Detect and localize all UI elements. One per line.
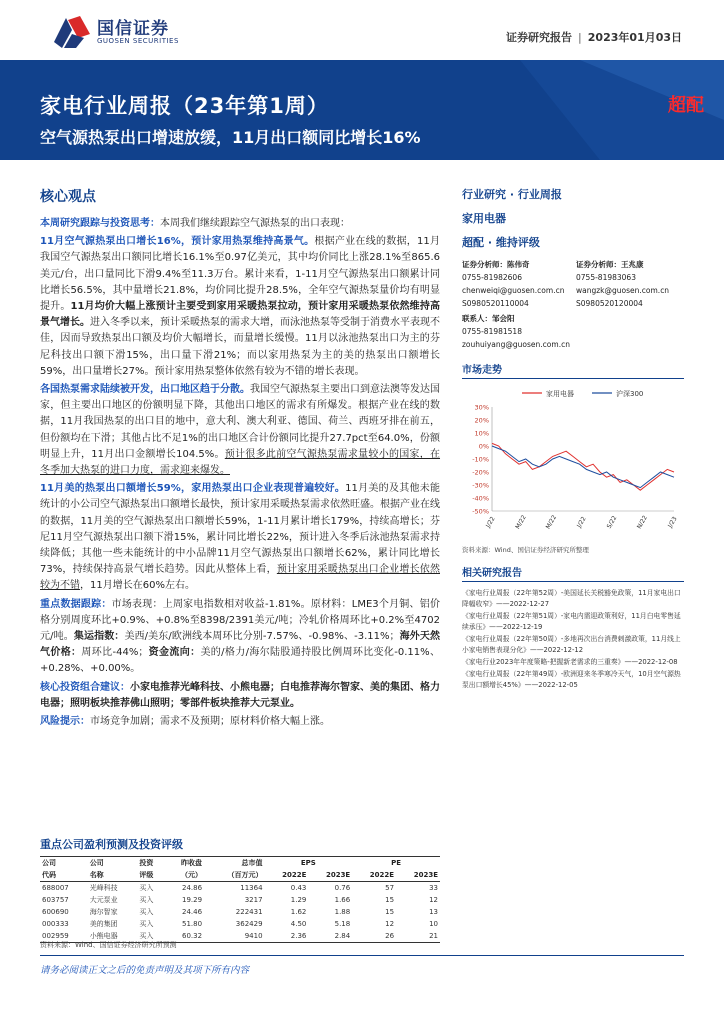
paragraph-midea [40,481,440,594]
para-bold: 资金流向： [148,647,201,659]
cell-code: 600690 [42,908,69,916]
y-tick-label: -50% [472,507,489,516]
cell-close: 60.32 [181,932,203,940]
core-view-section [40,186,440,732]
cell-rating: 买入 [139,896,154,904]
market-chart [462,383,684,543]
report-category: 行业研究 · 行业周报 [462,188,562,201]
report-date: 2023年01月03日 [587,31,682,44]
report-type: 证券研究报告 [506,31,573,44]
analyst-id: S0980520110004 [462,299,529,308]
rating-line: 超配 · 维持评级 [462,236,540,249]
contact-info [462,312,684,351]
y-tick-label: 0% [478,442,489,451]
report-subtitle: 空气源热泵出口增速放缓，11月出口额同比增长16% [40,128,421,147]
table-row [40,894,440,906]
analyst-phone: 0755-81983063 [576,273,636,282]
cell-name: 小熊电器 [89,932,118,940]
related-list [462,588,684,691]
related-title: 相关研究报告 [462,564,684,582]
table-row [40,918,440,930]
paragraph-regions [40,382,440,479]
para-lead: 风险提示： [40,716,90,728]
section-title: 核心观点 [40,189,96,205]
cell-pe23: 33 [429,884,438,892]
related-item[interactable]: 《家电行业周报（22年第49周）-欧洲迎来冬季寒冷天气，10月空气源热泵出口额增长45%》——2022-12-05 [462,670,681,689]
cell-code: 603757 [42,896,69,904]
series-line [492,446,674,488]
y-tick-label: -30% [472,481,489,490]
cell-close: 19.29 [181,896,203,904]
chart-source: 资料来源：Wind、国信证券经济研究所整理 [462,546,589,554]
cell-rating: 买入 [139,908,154,916]
th-y4: 2023E [413,871,438,879]
para-text: 11月美的及其他未能统计的小公司空气源热泵出口额增长最快，预计家用采暖热泵需求依然旺盛。根据产业在线的数据，11月美的空气源热泵出口额增长59%，1-11月累计增长179%，持续高增长；芬尼11月空气源热泵出口额下滑15%，累计同比增长22%，预计进入冬季后泳池热泵需求持续降低；其他一些未能统计的中小品牌11月空气源热泵出口额增长62%，累计同比增长73%，持续保持高景气增长趋势。因此从整体上看， [40,483,440,576]
related-item[interactable]: 《家电行业2023年年度策略-把握新老需求的三重奏》——2022-12-08 [462,658,678,666]
cell-eps23: 5.18 [334,920,351,928]
para-text: 本周我们继续跟踪空气源热泵的出口表现： [160,218,350,229]
cell-code: 002959 [42,932,69,940]
paragraph-intro [40,216,440,232]
logo-text-en: GUOSEN SECURITIES [97,37,179,45]
industry-name: 家用电器 [462,212,506,225]
para-bold: 集运指数： [73,631,125,643]
cell-close: 51.80 [181,920,203,928]
footer-disclaimer: 请务必阅读正文之后的免责声明及其项下所有内容 [40,965,250,976]
para-lead: 11月空气源热泵出口增长16%，预计家用热泵维持高景气。 [40,236,315,248]
cell-eps22: 0.43 [290,884,307,892]
th-rating-2: 评级 [139,871,154,879]
analyst-id: S0980520120004 [576,299,643,308]
para-text: 进入冬季以来，预计采暖热泵的需求大增，而泳池热泵等受制于消费水平表现不佳，因而导致热泵出口额及均价大幅增长，而量增长缓慢。11月以泳池热泵出口为主的芬尼科技出口额下滑15%，出口量下滑21%；而以家用热泵为主的美的热泵出口额增长59%，出口量增长27%。预计家用热泵整体依然有较为不错的增长表现。 [40,317,440,377]
y-tick-label: -20% [472,468,489,477]
para-text: 周环比-44%； [81,647,149,659]
para-text: 市场表现：上周家电指数相对收益-1.81%。原材料：LME3个月铜、铝价格分别周度环比+0.9%、+0.8%至8398/2391美元/吨；冷轧价格周环比+0.2%至4702元/吨。 [40,598,440,643]
th-cap: 总市值 [241,859,263,867]
y-tick-label: 20% [474,416,489,425]
cell-name: 美的集团 [89,920,118,928]
x-tick-label: J/22 [575,515,588,529]
th-y1: 2022E [282,871,307,879]
analyst-email: chenweiqi@guosen.com.cn [462,286,565,295]
th-pe: PE [391,859,402,867]
th-rating: 投资 [139,859,154,867]
cell-name: 光峰科技 [89,884,118,892]
th-name: 公司 [89,859,104,867]
para-bold: 海外天然气价格： [40,631,440,659]
analyst-email: wangzk@guosen.com.cn [576,286,670,295]
para-text: ，11月增长在60%左右。 [80,580,195,592]
sidebar-info [462,186,684,692]
cell-cap: 11364 [240,884,263,892]
cell-name: 海尔智家 [89,908,118,916]
contact-phone: 0755-81981518 [462,327,522,336]
cell-pe22: 15 [385,908,395,916]
cell-close: 24.46 [181,908,203,916]
para-bold: 小家电推荐光峰科技、小熊电器；白电推荐海尔智家、美的集团、格力电器；照明板块推荐佛山照明；零部件板块推荐大元泵业。 [40,681,440,709]
table-row [40,882,440,895]
analyst-role: 证券分析师：陈伟奇 [462,260,530,269]
x-tick-label: N/22 [635,514,649,531]
para-text: 美的/格力/海尔陆股通持股比例周环比变化-0.11%、+0.28%、+0.00%。 [40,647,440,675]
para-underline: 预计很多此前空气源热泵需求量较小的国家，在冬季加大热泵的进口力度，需求迎来爆发。 [40,448,441,477]
para-lead: 本周研究跟踪与投资思考： [40,218,160,229]
cell-eps23: 1.66 [334,896,351,904]
cell-pe22: 15 [385,896,395,904]
th-close: 昨收盘 [181,859,203,867]
th-cap-2: （百万元） [227,871,263,879]
guosen-logo-icon [50,12,94,50]
para-text: 根据产业在线的数据，11月我国空气源热泵出口额同比增长16.1%至0.97亿美元，其中均价同比上涨28.1%至865.6美元/台，出口量同比下滑9.4%至11.3万台。累计来看，1-11月空气源热泵出口额累计同比增长56.5%，其中量增长21.8%，均价同比提升28.5%，全年空气源热泵量价均有明显提升。 [40,236,440,313]
table-source: 资料来源：Wind、国信证券经济研究所预测 [40,941,177,949]
paragraph-risk [40,714,440,730]
table-title: 重点公司盈利预测及投资评级 [40,838,183,851]
cell-pe23: 12 [429,896,438,904]
chart-svg [462,383,684,543]
cell-eps22: 2.36 [290,932,307,940]
cell-pe22: 57 [385,884,395,892]
y-tick-label: 30% [474,403,489,412]
para-bold: 11月均价大幅上涨预计主要受到家用采暖热泵拉动，预计家用采暖热泵依然维持高景气增长。 [40,301,440,329]
para-lead: 各国热泵需求陆续被开发，出口地区趋于分散。 [40,384,250,396]
y-tick-label: -40% [472,494,489,503]
cell-pe22: 12 [385,920,395,928]
cell-rating: 买入 [139,920,154,928]
cell-eps22: 1.62 [290,908,307,916]
th-name-2: 名称 [89,871,104,879]
forecast-table [40,856,440,943]
cell-eps23: 0.76 [334,884,351,892]
cell-cap: 362429 [235,920,263,928]
para-lead: 核心投资组合建议： [40,681,130,693]
paragraph-data [40,597,440,678]
th-y3: 2022E [369,871,395,879]
cell-eps23: 1.88 [334,908,351,916]
analyst-role: 证券分析师：王兆康 [576,260,644,269]
cell-rating: 买入 [139,932,154,940]
cell-code: 000333 [42,920,69,928]
y-tick-label: -10% [472,455,489,464]
legend-label: 家用电器 [546,390,574,398]
para-text: 市场竞争加剧；需求不及预期；原材料价格大幅上涨。 [90,716,330,728]
report-title: 家电行业周报（23年第1周） [40,94,329,118]
cell-cap: 3217 [244,896,263,904]
analyst-list [462,258,684,310]
para-text: 美西/美东/欧洲线本周环比分别-7.57%、-0.98%、-3.11%； [124,631,400,643]
top-bar [0,0,724,56]
cell-rating: 买入 [139,884,154,892]
chart-box-title: 市场走势 [462,361,684,379]
y-tick-label: 10% [474,429,489,438]
paragraph-portfolio [40,680,440,712]
title-banner [0,60,724,160]
cell-code: 688007 [42,884,69,892]
cell-pe23: 13 [429,908,438,916]
related-item[interactable]: 《家电行业周报（22年第50周）-多地再次出台消费刺激政策，11月线上小家电销售表现分化》——2022-12-12 [462,635,681,654]
footer-divider [40,955,684,956]
paragraph-export [40,234,440,380]
th-code: 公司 [42,859,56,867]
cell-cap: 222431 [235,908,263,916]
th-close-2: （元） [181,871,203,879]
cell-eps22: 4.50 [290,920,307,928]
cell-pe23: 10 [429,920,438,928]
x-tick-label: M/22 [514,514,528,531]
contact-email: zouhuiyang@guosen.com.cn [462,340,570,349]
para-text: 我国空气源热泵主要出口到意法澳等发达国家，但主要出口地区的份额明显下降，其他出口地区的需求有所爆发。根据产业在线的数据，11月我国热泵的出口目的地中，意大利、澳大利亚、德国、荷兰、西班牙排在前五，但份额均在下滑；其他占比不足1%的出口地区合计份额同比提升27.7pct至64.0%，份额明显上升，11月出口金额增长104.5%。 [40,384,440,460]
cell-eps23: 2.84 [334,932,351,940]
para-lead: 11月美的热泵出口额增长59%，家用热泵出口企业表现普遍较好。 [40,483,346,495]
para-underline: 预计家用采暖热泵出口企业增长依然较为不错 [40,564,440,592]
cell-name: 大元泵业 [89,896,118,904]
contact-role: 联系人：邹会阳 [462,314,515,323]
cell-eps22: 1.29 [290,896,307,904]
header-meta: 证券研究报告 | 2023年01月03日 [506,31,682,44]
rating-badge: 超配 [668,95,704,116]
th-y2: 2023E [325,871,351,879]
logo-text-cn: 国信证券 [97,19,169,39]
x-tick-label: J/22 [484,515,497,529]
th-eps: EPS [300,859,316,867]
related-item[interactable]: 《家电行业周报（22年第51周）-家电内需迎政策利好，11月白电零售延续承压》——2022-12-19 [462,612,681,631]
cell-pe22: 26 [385,932,395,940]
table-row [40,906,440,918]
x-tick-label: S/22 [605,514,619,530]
analyst-phone: 0755-81982606 [462,273,522,282]
para-lead: 重点数据跟踪： [40,598,112,610]
x-tick-label: J/23 [666,515,679,529]
cell-close: 24.86 [181,884,203,892]
x-tick-label: M/22 [544,514,559,531]
related-item[interactable]: 《家电行业周报（22年第52周）-美国延长关税豁免政策，11月家电出口降幅收窄》——2022-12-27 [462,589,681,608]
th-code-2: 代码 [42,871,56,879]
cell-cap: 9410 [244,932,263,940]
cell-pe23: 21 [429,932,438,940]
legend-label: 沪深300 [616,390,644,398]
